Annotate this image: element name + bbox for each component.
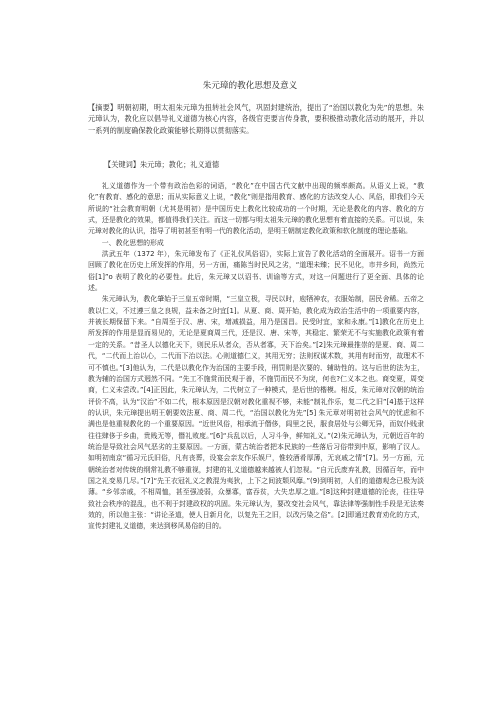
abstract [88, 102, 424, 136]
keywords [104, 159, 424, 170]
body-paragraph: 礼义道德作为一个带有政治色彩的词语，“教化”在中国古代文献中出现的频率颇高。从语义上说，“教化”有教育、感化的意思；而从实际意义上说，“教化”则是指用教育、感化的方法改变人心、风俗，即我们今天所说的“社会教育明朝（尤其是明初）是中国历史上教化比较成功的一个时期，无论是教化的内容、教化的方式，还是教化的效果，都值得我们关注。而这一切都与明太祖朱元璋的教化思想有着直接的关系。可以说，朱元璋对教化的认识，指导了明初甚至有明一代的教化活动，是明王朝制定教化政策和软化制度的理论基础。 [88, 182, 424, 236]
abstract-label: 【摘要】 [88, 103, 118, 112]
abstract-text: 明朝初期，明太祖朱元璋为扭转社会风气，巩固封建统治，提出了“治国以教化为先”的思想。朱元璋认为，教化应以倡导礼义道德为核心内容，各级官吏要言传身教，要积极推动教化活动的展开，并以一系列的制度确保教化政策能够长期得以贯彻落实。 [88, 103, 424, 135]
document-body [88, 181, 424, 533]
document-title: 朱元璋的教化思想及意义 [202, 81, 298, 91]
keywords-text: 朱元璋；教化；礼义道德 [139, 160, 220, 169]
keywords-label: 【关键词】 [104, 160, 140, 169]
body-paragraph: 朱元璋认为，教化肇始于三皇五帝时期，“三皇立极，寻民以时，庖牺神农，衣服始制，居民舍稀。五帝之教以仁义，不过遵三皇之良规，益未备之时宜[1]。从夏、商、周开始，教化成为政治生活中的一项重要内容，并被长期保留下来。“自周至于汉、唐、宋，增减损益，用乃是国昌。民受时宜，家和永康。”[1]教化在历史上所发挥的作用是显而易见的，无论是夏商周三代，还是汉、唐、宋等，其稳定、繁荣无不与实施教化政策有着一定的关系。“昔圣人以德化天下，则民乐从者众，否从者寡，天下治矣。”[2]朱元璋最推崇的是夏、商、周二代，“二代而上治以心，二代而下治以法。心则道德仁义，其用无穷；法则权谋术数，其用有时而穷，故理术不可不慎也。”[3]他认为，二代是以教化作为治国的主要手段，刑罚则是次要的、辅助性的。这与后世的法为主，教为辅的治国方式迥然不同。“先工不施赏而民观于善，不施罚而民不为戾，何也?仁义本之也。商变夏，周变商，仁义未尝改。”[4]正因此，朱元璋认为，二代树立了一种模式，是后世的楷模。相反，朱元璋对汉朝的统治评价不高，认为“汉治”不如二代，根本原因是汉朝对教化重视不够，未能“制礼作乐，复二代之旧”[4]基于这样的认识，朱元璋提出明王朝要效法夏、商、周二代，“治国以教化为先”[5] 朱元章对明初社会风气的忧虑和不满也是他重视教化的一个重要原因。“近世风俗，相承流于僭侈，闾里之民，服食居处与公卿无异，而奴仆贱隶往往肆侈于乡曲，贵贱无等，僭礼败度。”[6]“兵乱以后，人习斗争，鲜知礼义。”(2)朱元璋认为，元朝近百年的统治是导致社会风气恶劣的主要原因。一方面，蒙古统治者把本民族的一些落后习俗带到中原，影响了汉人。如明初南京“循习元氏旧俗，凡有丧葬，设宴会亲友作乐娱尸，惟较酒肴厚薄，无哀戚之情”[7]。另一方面，元朝统治者对传统的纲常礼教不够重视，封建的礼义道德越来越被人们忽视。“自元氏废弃礼教，因循百年，而中国之礼变易几尽。”[7]“先王衣冠礼义之教混为夷狄，上下之间波颓风靡。”(9)到明初，人们的道德观念已极为淡薄。“乡邻亲戚，不相周恤，甚至强凌弱，众暴寡，富吞贫，大失忠厚之道。”[8]这种封建道德的沦丧，往往导致社会秩序的混乱，也不利于封建政权的巩固。朱元璋认为，要改变社会风气，靠法律等强制性手段是无法奏效的，所以他主张：“讲论圣道，使人日新月化，以复先王之旧，以改污染之俗”。[2]即通过教育劝化的方式，宣传封建礼义道德，来达到移风易俗的目的。 [88, 295, 424, 531]
body-paragraph: 洪武五年（1372 年），朱元璋发布了《正礼仪风俗诏》，实际上宣告了教化活动的全面展开。诏书一方面回顾了教化在历史上所发挥的作用，另一方面，痛陈当时民风之劣，“道理未臻；民不见化，市井乡间，尚然元俗[1]”o 表明了教化的必要性。此后，朱元璋又以诏书、训谕等方式，对这一问题进行了更全面、具体的论述。 [88, 250, 424, 293]
section-heading: 一、教化思想的形成 [101, 238, 164, 247]
